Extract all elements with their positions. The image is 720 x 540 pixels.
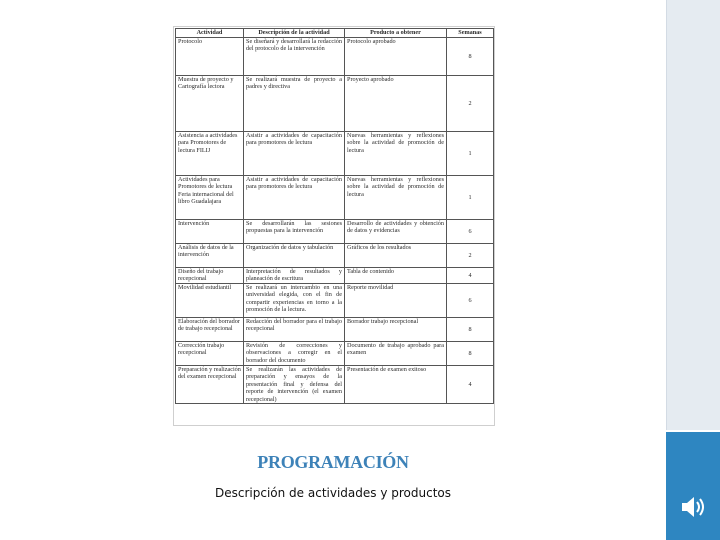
- cell-activity: Preparación y realización del examen recepcional: [176, 366, 244, 404]
- table-row: [176, 38, 494, 76]
- cell-product: Reporte movilidad: [345, 284, 447, 318]
- header-description: Descripción de la actividad: [244, 29, 345, 38]
- cell-product: Nuevas herramientas y reflexiones sobre la actividad de promoción de lectura: [345, 132, 447, 176]
- cell-weeks: 8: [447, 318, 494, 342]
- cell-description: Se desarrollarán las sesiones propuestas para la intervención: [244, 220, 345, 244]
- cell-description: Se realizarán las actividades de preparación y ensayos de la presentación final y defensa del reporte de intervención (el examen recepcional): [244, 366, 345, 404]
- header-product: Producto a obtener: [345, 29, 447, 38]
- cell-weeks: 8: [447, 342, 494, 366]
- cell-activity: Actividades para Promotores de lectura Feria internacional del libro Guadalajara: [176, 176, 244, 220]
- cell-activity: Intervención: [176, 220, 244, 244]
- cell-description: Se realizará un intercambio en una universidad elegida, con el fin de compartir experiencias en torno a la promoción de la lectura.: [244, 284, 345, 318]
- cell-activity: Diseño del trabajo recepcional: [176, 268, 244, 284]
- cell-description: Revisión de correcciones y observaciones a corregir en el borrador del documento: [244, 342, 345, 366]
- cell-product: Documento de trabajo aprobado para examen: [345, 342, 447, 366]
- cell-description: Se realizará muestra de proyecto a padres y directiva: [244, 76, 345, 132]
- cell-weeks: 2: [447, 76, 494, 132]
- table-row: [176, 220, 494, 244]
- cell-weeks: 4: [447, 268, 494, 284]
- table-row: [176, 244, 494, 268]
- cell-description: Interpretación de resultados y planeación de escritura: [244, 268, 345, 284]
- cell-activity: Protocolo: [176, 38, 244, 76]
- table-row: [176, 366, 494, 404]
- table-row: [176, 284, 494, 318]
- table-row: [176, 132, 494, 176]
- cell-description: Organización de datos y tabulación: [244, 244, 345, 268]
- table-row: [176, 76, 494, 132]
- cell-activity: Asistencia a actividades para Promotores de lectura FILIJ: [176, 132, 244, 176]
- cell-product: Presentación de examen exitoso: [345, 366, 447, 404]
- cell-weeks: 1: [447, 132, 494, 176]
- cell-weeks: 8: [447, 38, 494, 76]
- table-row: [176, 176, 494, 220]
- cell-weeks: 6: [447, 220, 494, 244]
- cell-product: Borrador trabajo recepcional: [345, 318, 447, 342]
- cell-product: Nuevas herramientas y reflexiones sobre la actividad de promoción de lectura: [345, 176, 447, 220]
- table-row: [176, 268, 494, 284]
- cell-weeks: 2: [447, 244, 494, 268]
- table-header-row: [176, 29, 494, 38]
- slide-subtitle: Descripción de actividades y productos: [215, 486, 451, 500]
- table-row: [176, 342, 494, 366]
- cell-activity: Elaboración del borrador de trabajo recepcional: [176, 318, 244, 342]
- cell-description: Asistir a actividades de capacitación para promotores de lectura: [244, 176, 345, 220]
- slide-title: PROGRAMACIÓN: [257, 452, 409, 472]
- header-weeks: Semanas: [447, 29, 494, 38]
- cell-product: Desarrollo de actividades y obtención de datos y evidencias: [345, 220, 447, 244]
- schedule-table: [175, 28, 494, 404]
- cell-weeks: 4: [447, 366, 494, 404]
- cell-description: Asistir a actividades de capacitación para promotores de lectura: [244, 132, 345, 176]
- cell-activity: Análisis de datos de la intervención: [176, 244, 244, 268]
- cell-product: Protocolo aprobado: [345, 38, 447, 76]
- cell-weeks: 6: [447, 284, 494, 318]
- cell-product: Proyecto aprobado: [345, 76, 447, 132]
- speaker-icon[interactable]: [676, 490, 710, 524]
- right-sidebar: [666, 0, 720, 430]
- cell-activity: Corrección trabajo recepcional: [176, 342, 244, 366]
- cell-description: Redacción del borrador para el trabajo recepcional: [244, 318, 345, 342]
- cell-product: Tabla de contenido: [345, 268, 447, 284]
- cell-weeks: 1: [447, 176, 494, 220]
- header-activity: Actividad: [176, 29, 244, 38]
- cell-description: Se diseñará y desarrollará la redacción del protocolo de la intervención: [244, 38, 345, 76]
- cell-activity: Muestra de proyecto y Cartografía lectora: [176, 76, 244, 132]
- cell-product: Gráficos de los resultados: [345, 244, 447, 268]
- schedule-document-image: [174, 27, 494, 425]
- table-row: [176, 318, 494, 342]
- cell-activity: Movilidad estudiantil: [176, 284, 244, 318]
